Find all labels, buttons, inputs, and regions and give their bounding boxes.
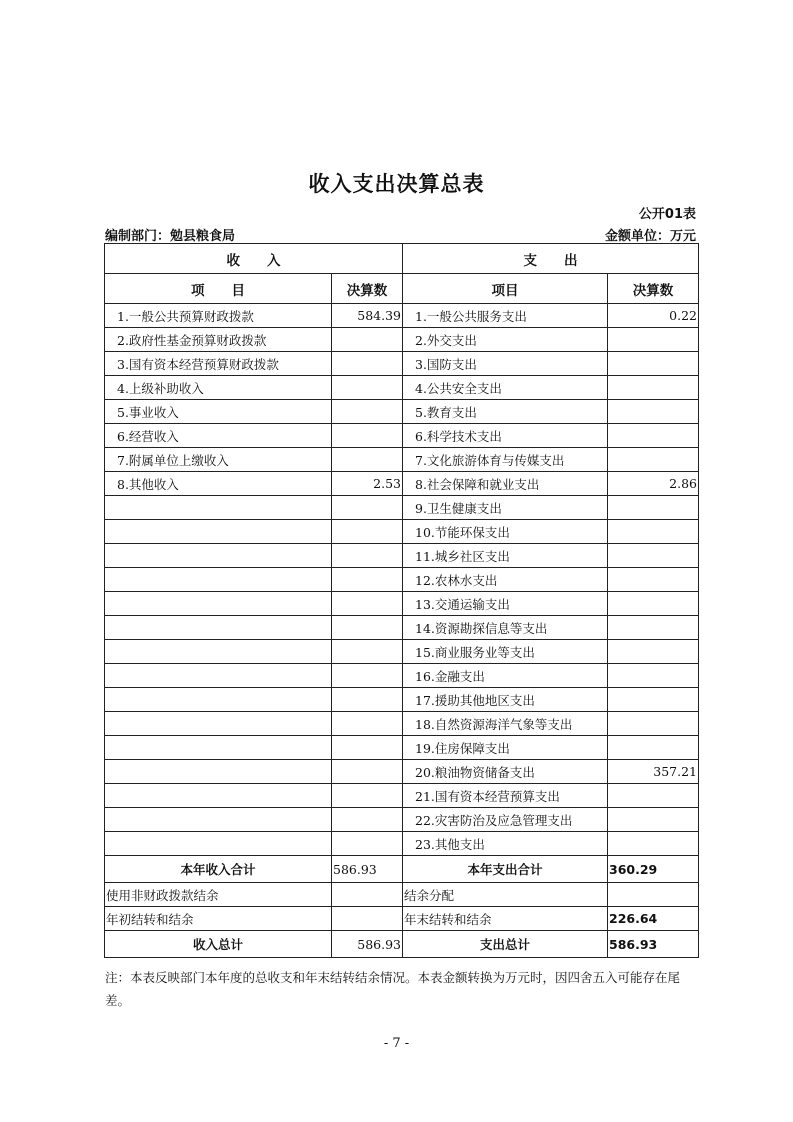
expense-item: 17.援助其他地区支出 <box>403 688 608 712</box>
income-item: 3.国有资本经营预算财政拨款 <box>105 352 332 376</box>
unit-label: 金额单位：万元 <box>604 229 696 244</box>
expense-amount <box>608 376 699 400</box>
expense-amount <box>608 400 699 424</box>
income-total-value: 586.93 <box>332 931 403 958</box>
expense-item: 6.科学技术支出 <box>403 424 608 448</box>
expense-item: 4.公共安全支出 <box>403 376 608 400</box>
expense-amount <box>608 544 699 568</box>
expense-section-header: 支 出 <box>403 244 699 274</box>
expense-item: 15.商业服务业等支出 <box>403 640 608 664</box>
expense-amount: 357.21 <box>608 760 699 784</box>
year-income-label: 本年收入合计 <box>105 856 332 883</box>
table-row <box>105 712 699 736</box>
table-row <box>105 520 699 544</box>
expense-item: 14.资源勘探信息等支出 <box>403 616 608 640</box>
expense-amount <box>608 424 699 448</box>
income-item <box>105 808 332 832</box>
income-amount <box>332 544 403 568</box>
expense-amount <box>608 568 699 592</box>
expense-amount: 0.22 <box>608 304 699 328</box>
expense-item: 9.卫生健康支出 <box>403 496 608 520</box>
grand-total-row <box>105 931 699 958</box>
expense-amount <box>608 448 699 472</box>
expense-item: 18.自然资源海洋气象等支出 <box>403 712 608 736</box>
income-item <box>105 640 332 664</box>
expense-item: 11.城乡社区支出 <box>403 544 608 568</box>
table-row <box>105 688 699 712</box>
table-number: 公开01表 <box>638 207 696 222</box>
income-item <box>105 496 332 520</box>
expense-item: 8.社会保障和就业支出 <box>403 472 608 496</box>
income-item <box>105 592 332 616</box>
income-amount <box>332 640 403 664</box>
page-title: 收入支出决算总表 <box>308 172 485 196</box>
year-income-value: 586.93 <box>332 856 403 883</box>
page-number: - 7 - <box>383 1036 410 1051</box>
income-item: 2.政府性基金预算财政拨款 <box>105 328 332 352</box>
income-amount <box>332 424 403 448</box>
expense-amount <box>608 736 699 760</box>
table-row <box>105 400 699 424</box>
income-item: 4.上级补助收入 <box>105 376 332 400</box>
surplus-dist-label: 结余分配 <box>403 883 608 907</box>
balance-row <box>105 907 699 931</box>
expense-amount-header: 决算数 <box>608 274 699 304</box>
income-amount <box>332 568 403 592</box>
income-item: 5.事业收入 <box>105 400 332 424</box>
expense-item: 3.国防支出 <box>403 352 608 376</box>
expense-item: 20.粮油物资储备支出 <box>403 760 608 784</box>
expense-item: 16.金融支出 <box>403 664 608 688</box>
income-amount <box>332 760 403 784</box>
expense-amount <box>608 616 699 640</box>
nonfiscal-label: 使用非财政拨款结余 <box>105 883 332 907</box>
expense-item: 21.国有资本经营预算支出 <box>403 784 608 808</box>
table-row <box>105 784 699 808</box>
year-total-row <box>105 856 699 883</box>
income-item <box>105 832 332 856</box>
expense-amount <box>608 832 699 856</box>
income-amount-header: 决算数 <box>332 274 403 304</box>
table-row <box>105 472 699 496</box>
expense-amount <box>608 688 699 712</box>
expense-item-header: 项目 <box>403 274 608 304</box>
expense-amount <box>608 496 699 520</box>
table-row <box>105 592 699 616</box>
income-item <box>105 736 332 760</box>
income-amount <box>332 448 403 472</box>
income-amount <box>332 400 403 424</box>
income-item: 1.一般公共预算财政拨款 <box>105 304 332 328</box>
table-row <box>105 424 699 448</box>
income-amount <box>332 352 403 376</box>
income-item <box>105 712 332 736</box>
expense-item: 12.农林水支出 <box>403 568 608 592</box>
income-section-header: 收 入 <box>105 244 403 274</box>
income-item <box>105 616 332 640</box>
income-item <box>105 544 332 568</box>
expense-total-label: 支出总计 <box>403 931 608 958</box>
surplus-dist-value <box>608 883 699 907</box>
income-amount <box>332 736 403 760</box>
income-total-label: 收入总计 <box>105 931 332 958</box>
expense-item: 10.节能环保支出 <box>403 520 608 544</box>
income-amount <box>332 688 403 712</box>
income-item: 7.附属单位上缴收入 <box>105 448 332 472</box>
expense-amount <box>608 712 699 736</box>
income-item <box>105 520 332 544</box>
table-row <box>105 832 699 856</box>
department-label: 编制部门：勉县粮食局 <box>105 229 236 244</box>
income-amount: 2.53 <box>332 472 403 496</box>
expense-amount <box>608 592 699 616</box>
income-amount <box>332 328 403 352</box>
table-row <box>105 304 699 328</box>
table-row <box>105 448 699 472</box>
income-item <box>105 664 332 688</box>
expense-item: 19.住房保障支出 <box>403 736 608 760</box>
income-amount <box>332 520 403 544</box>
section-header-row <box>105 244 699 274</box>
expense-item: 1.一般公共服务支出 <box>403 304 608 328</box>
expense-item: 13.交通运输支出 <box>403 592 608 616</box>
year-expense-value: 360.29 <box>608 856 699 883</box>
table-row <box>105 616 699 640</box>
expense-total-value: 586.93 <box>608 931 699 958</box>
column-header-row <box>105 274 699 304</box>
table-row <box>105 544 699 568</box>
income-item-header: 项 目 <box>105 274 332 304</box>
table-row <box>105 664 699 688</box>
expense-item: 7.文化旅游体育与传媒支出 <box>403 448 608 472</box>
expense-amount <box>608 640 699 664</box>
income-amount <box>332 592 403 616</box>
income-item <box>105 568 332 592</box>
table-row <box>105 640 699 664</box>
table-row <box>105 808 699 832</box>
nonfiscal-value <box>332 883 403 907</box>
income-item <box>105 688 332 712</box>
expense-item: 23.其他支出 <box>403 832 608 856</box>
expense-amount <box>608 784 699 808</box>
table-row <box>105 568 699 592</box>
table-row <box>105 328 699 352</box>
income-amount <box>332 376 403 400</box>
expense-amount <box>608 664 699 688</box>
income-amount <box>332 664 403 688</box>
footnote: 注：本表反映部门本年度的总收支和年末结转结余情况。本表金额转换为万元时，因四舍五入可能存在尾差。 <box>105 970 681 1008</box>
nonfiscal-row <box>105 883 699 907</box>
income-amount <box>332 832 403 856</box>
table-row <box>105 376 699 400</box>
expense-item: 5.教育支出 <box>403 400 608 424</box>
income-amount <box>332 712 403 736</box>
year-expense-label: 本年支出合计 <box>403 856 608 883</box>
expense-item: 2.外交支出 <box>403 328 608 352</box>
income-item <box>105 760 332 784</box>
expense-item: 22.灾害防治及应急管理支出 <box>403 808 608 832</box>
income-item <box>105 784 332 808</box>
expense-amount <box>608 520 699 544</box>
income-expense-table <box>104 243 699 958</box>
expense-amount: 2.86 <box>608 472 699 496</box>
income-amount <box>332 784 403 808</box>
income-amount <box>332 496 403 520</box>
table-row <box>105 736 699 760</box>
expense-amount <box>608 328 699 352</box>
end-balance-value: 226.64 <box>608 907 699 931</box>
income-item: 6.经营收入 <box>105 424 332 448</box>
expense-amount <box>608 808 699 832</box>
income-amount <box>332 808 403 832</box>
income-amount <box>332 616 403 640</box>
table-row <box>105 352 699 376</box>
income-item: 8.其他收入 <box>105 472 332 496</box>
income-amount: 584.39 <box>332 304 403 328</box>
table-row <box>105 496 699 520</box>
begin-balance-label: 年初结转和结余 <box>105 907 332 931</box>
begin-balance-value <box>332 907 403 931</box>
end-balance-label: 年末结转和结余 <box>403 907 608 931</box>
expense-amount <box>608 352 699 376</box>
table-row <box>105 760 699 784</box>
